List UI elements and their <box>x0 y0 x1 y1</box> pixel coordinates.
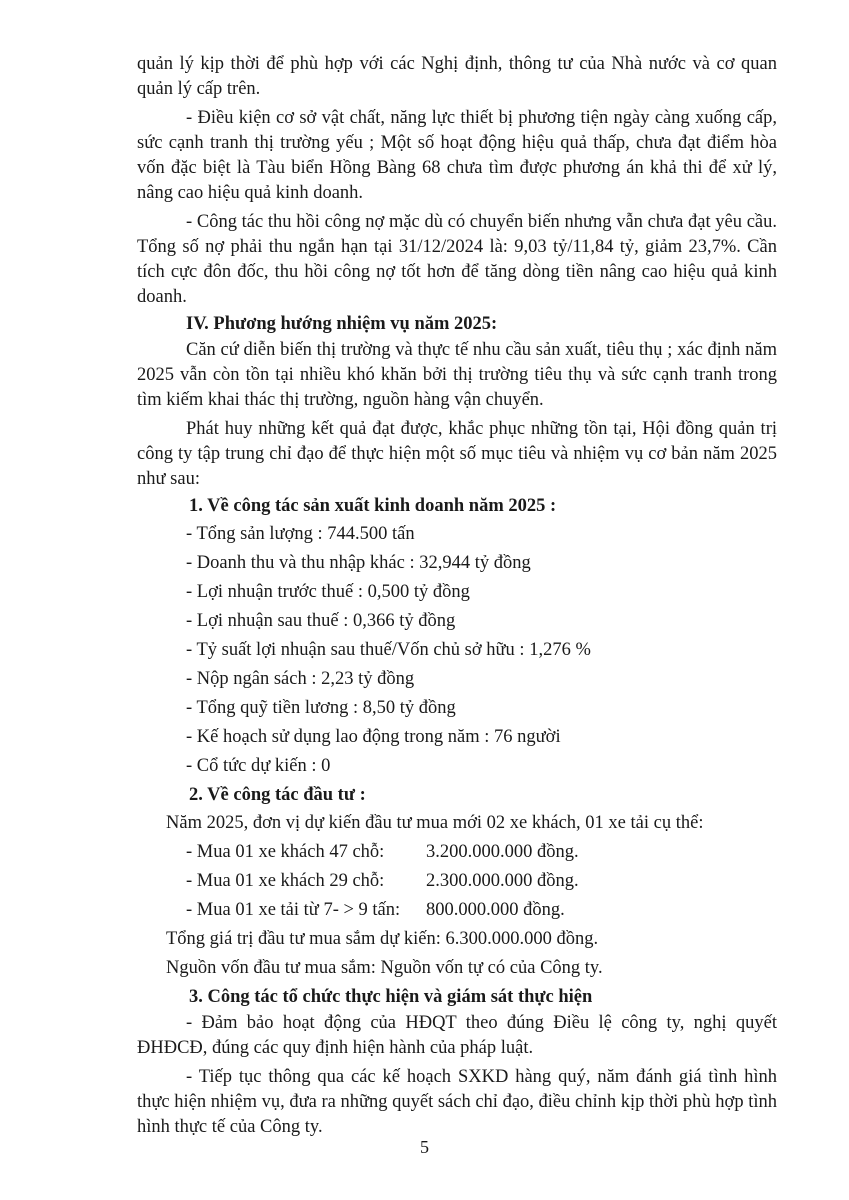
page-content <box>137 52 777 1140</box>
plan-item: - Nộp ngân sách : 2,23 tỷ đồng <box>186 669 415 689</box>
section-4-heading: IV. Phương hướng nhiệm vụ năm 2025: <box>186 314 498 334</box>
plan-item: - Cổ tức dự kiến : 0 <box>186 756 331 776</box>
plan-item: - Tỷ suất lợi nhuận sau thuế/Vốn chủ sở hữu : 1,276 % <box>186 640 591 660</box>
paragraph-facilities: - Điều kiện cơ sở vật chất, năng lực thiết bị phương tiện ngày càng xuống cấp, sức cạnh tranh thị trường yếu ; Một số hoạt động hiệu quả thấp, chưa đạt điểm hòa vốn đặc biệt là Tàu biển Hồng Bàng 68 chưa tìm được phương án khả thi để xử lý, nâng cao hiệu quả kinh doanh. <box>137 108 777 203</box>
subsection-3-paragraph-1: - Đảm bảo hoạt động của HĐQT theo đúng Điều lệ công ty, nghị quyết ĐHĐCĐ, đúng các quy định hiện hành của pháp luật. <box>137 1013 777 1058</box>
investment-item <box>137 838 777 867</box>
subsection-1-heading: 1. Về công tác sản xuất kinh doanh năm 2025 : <box>189 496 557 516</box>
investment-item-label: - Mua 01 xe khách 29 chỗ: <box>186 871 385 891</box>
subsection-3-heading: 3. Công tác tổ chức thực hiện và giám sát thực hiện <box>189 987 593 1007</box>
investment-item-value: 2.300.000.000 đồng. <box>426 871 579 891</box>
paragraph-continued: quản lý kịp thời để phù hợp với các Nghị định, thông tư của Nhà nước và cơ quan quản lý cấp trên. <box>137 54 777 99</box>
investment-item-value: 800.000.000 đồng. <box>426 900 565 920</box>
plan-item: - Tổng quỹ tiền lương : 8,50 tỷ đồng <box>186 698 456 718</box>
investment-item <box>137 896 777 925</box>
plan-item: - Lợi nhuận trước thuế : 0,500 tỷ đồng <box>186 582 470 602</box>
section-4-paragraph-1: Căn cứ diễn biến thị trường và thực tế nhu cầu sản xuất, tiêu thụ ; xác định năm 2025 vẫn còn tồn tại nhiều khó khăn bởi thị trường tiêu thụ và sức cạnh tranh trong tìm kiếm khai thác thị trường, nguồn hàng vận chuyển. <box>137 340 777 410</box>
investment-source: Nguồn vốn đầu tư mua sắm: Nguồn vốn tự có của Công ty. <box>166 958 603 978</box>
investment-item <box>137 867 777 896</box>
section-4-paragraph-2: Phát huy những kết quả đạt được, khắc phục những tồn tại, Hội đồng quản trị công ty tập trung chỉ đạo để thực hiện một số mục tiêu và nhiệm vụ cơ bản năm 2025 như sau: <box>137 419 777 489</box>
investment-intro: Năm 2025, đơn vị dự kiến đầu tư mua mới 02 xe khách, 01 xe tải cụ thể: <box>166 813 704 833</box>
investment-item-label: - Mua 01 xe tải từ 7- > 9 tấn: <box>186 900 401 920</box>
paragraph-debt-collection: - Công tác thu hồi công nợ mặc dù có chuyển biến nhưng vẫn chưa đạt yêu cầu. Tổng số nợ phải thu ngắn hạn tại 31/12/2024 là: 9,03 tỷ/11,84 tỷ, giảm 23,7%. Cần tích cực đôn đốc, thu hồi công nợ tốt hơn để tăng dòng tiền nâng cao hiệu quả kinh doanh. <box>137 212 777 307</box>
subsection-2-heading: 2. Về công tác đầu tư : <box>189 785 366 805</box>
plan-item: - Lợi nhuận sau thuế : 0,366 tỷ đồng <box>186 611 456 631</box>
page-number: 5 <box>420 1137 429 1157</box>
subsection-3-paragraph-2: - Tiếp tục thông qua các kế hoạch SXKD hàng quý, năm đánh giá tình hình thực hiện nhiệm vụ, đưa ra những quyết sách chỉ đạo, điều chỉnh kịp thời phù hợp tình hình thực tế của Công ty. <box>137 1067 777 1137</box>
investment-item-label: - Mua 01 xe khách 47 chỗ: <box>186 842 385 862</box>
plan-item: - Kế hoạch sử dụng lao động trong năm : 76 người <box>186 727 561 747</box>
investment-total: Tổng giá trị đầu tư mua sắm dự kiến: 6.300.000.000 đồng. <box>166 929 599 949</box>
plan-item: - Doanh thu và thu nhập khác : 32,944 tỷ đồng <box>186 553 531 573</box>
plan-item: - Tổng sản lượng : 744.500 tấn <box>186 524 415 544</box>
investment-item-value: 3.200.000.000 đồng. <box>426 842 579 862</box>
